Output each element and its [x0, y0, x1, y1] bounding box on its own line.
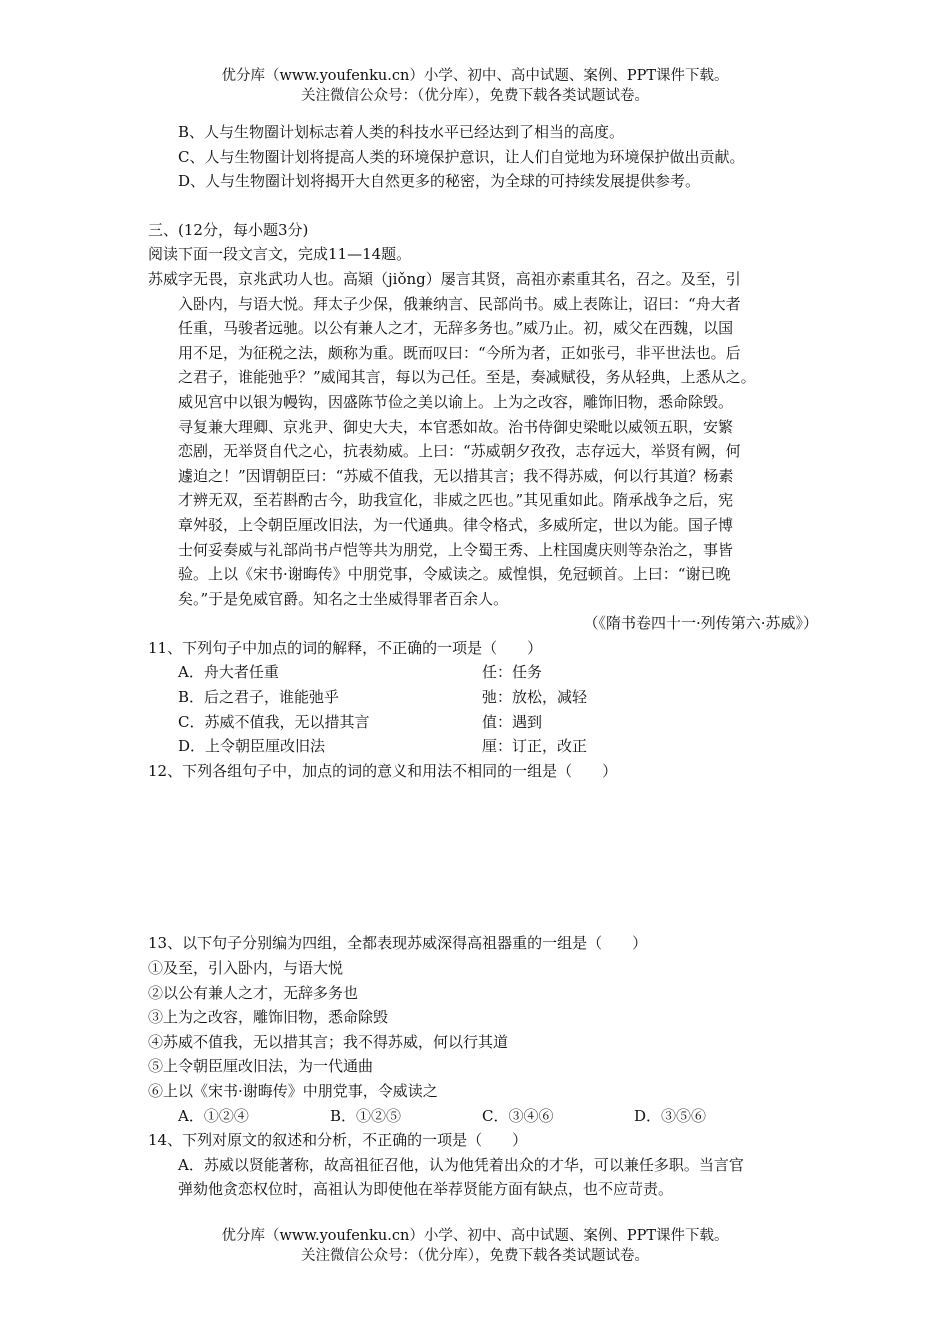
prev-option-d: D、人与生物圈计划将揭开大自然更多的秘密，为全球的可持续发展提供参考。	[178, 172, 701, 191]
question-14-stem: 14、下列对原文的叙述和分析，不正确的一项是（ ）	[148, 1131, 528, 1150]
option-explain: 值：遇到	[482, 712, 543, 731]
option-text: D．上令朝臣厘改旧法	[178, 737, 326, 756]
passage-line: 之君子，谁能弛乎？”威闻其言，每以为己任。至是，奏减赋役，务从轻典，上悉从之。	[178, 368, 756, 387]
choice-b: B．①②⑤	[330, 1106, 402, 1125]
page-content	[148, 120, 828, 1202]
passage-line: 寻复兼大理卿、京兆尹、御史大夫，本官悉如故。治书侍御史梁毗以威领五职，安繁	[178, 417, 734, 436]
question-11-option-d	[148, 734, 828, 759]
passage-source: （《隋书卷四十一·列传第六·苏威》）	[583, 614, 818, 633]
choice-c: C．③④⑥	[482, 1106, 554, 1125]
choice-a: A．①②④	[178, 1106, 249, 1125]
passage-line: 用不足，为征税之法，颇称为重。既而叹曰：“今所为者，正如张弓，非平世法也。后	[178, 343, 741, 362]
question-11-option-b	[148, 685, 828, 710]
passage	[148, 267, 828, 636]
passage-line: 任重，马骏者远驰。以公有兼人之才，无辞多务也。”威乃止。初，威父在西魏，以国	[178, 319, 734, 338]
question-13-item: ③上为之改容，雕饰旧物，悉命除毁	[148, 1008, 389, 1027]
passage-line: 入卧内，与语大悦。拜太子少保，俄兼纳言、民部尚书。威上表陈让，诏曰：“舟大者	[178, 294, 741, 313]
question-13-item: ⑥上以《宋书·谢晦传》中朋党事，令威读之	[148, 1082, 438, 1100]
passage-line: 苏威字无畏，京兆武功人也。高熲（jiǒng）屡言其贤，高祖亦素重其名，召之。及至，引	[148, 269, 741, 288]
question-11-option-c	[148, 710, 828, 735]
page-footer	[0, 1226, 950, 1266]
choice-d: D．③⑤⑥	[634, 1106, 707, 1125]
passage-line: 士何妥奏威与礼部尚书卢恺等共为朋党，上令蜀王秀、上柱国虞庆则等杂治之，事皆	[178, 540, 734, 559]
passage-line: 恋剧，无举贤自代之心，抗表劾威。上曰：“苏威朝夕孜孜，志存远大，举贤有阙，何	[178, 442, 741, 461]
section-title: 三、(12分，每小题3分)	[148, 220, 309, 239]
question-13-stem: 13、以下句子分别编为四组，全都表现苏威深得高祖器重的一组是（ ）	[148, 934, 648, 953]
passage-line: 章舛驳，上令朝臣厘改旧法，为一代通典。律令格式，多威所定，世以为能。国子博	[178, 515, 734, 534]
passage-line: 才辨无双，至若斟酌古今，助我宣化，非威之匹也。”其见重如此。隋承战争之后，宪	[178, 491, 734, 510]
page-header	[0, 66, 950, 106]
question-13-item: ⑤上令朝臣厘改旧法，为一代通曲	[148, 1057, 374, 1076]
question-13-item: ④苏威不值我，无以措其言；我不得苏威，何以行其道	[148, 1032, 509, 1051]
question-11-stem: 11、下列句子中加点的词的解释，不正确的一项是（ ）	[148, 638, 543, 657]
option-explain: 弛：放松，减轻	[482, 688, 588, 707]
option-text: C．苏威不值我，无以措其言	[178, 712, 370, 731]
footer-line-2: 关注微信公众号：（优分库），免费下载各类试题试卷。	[301, 1248, 649, 1264]
blank-space	[148, 783, 828, 931]
question-14-option-a: A．苏威以贤能著称，故高祖征召他，认为他凭着出众的才华，可以兼任多职。当言官	[178, 1155, 744, 1174]
question-13-choices	[148, 1104, 828, 1129]
header-line-1: 优分库（www.youfenku.cn）小学、初中、高中试题、案例、PPT课件下载。	[221, 68, 729, 84]
option-text: A．舟大者任重	[178, 663, 279, 682]
passage-line: 矣。”于是免威官爵。知名之士坐威得罪者百余人。	[178, 589, 509, 608]
header-line-2: 关注微信公众号：（优分库），免费下载各类试题试卷。	[301, 88, 649, 104]
question-13-item: ②以公有兼人之才，无辞多务也	[148, 983, 359, 1002]
prev-option-c: C、人与生物圈计划将提高人类的环境保护意识，让人们自觉地为环境保护做出贡献。	[178, 147, 745, 166]
section-instruction: 阅读下面一段文言文，完成11—14题。	[148, 245, 412, 264]
question-14-option-a-cont: 弹劾他贪恋权位时，高祖认为即使他在举荐贤能方面有缺点，也不应苛责。	[178, 1180, 674, 1199]
question-12-stem: 12、下列各组句子中，加点的词的意义和用法不相同的一组是（ ）	[148, 761, 618, 780]
prev-option-b: B、人与生物圈计划标志着人类的科技水平已经达到了相当的高度。	[178, 123, 625, 141]
passage-line: 验。上以《宋书·谢晦传》中朋党事，令威读之。威惶惧，免冠顿首。上曰：“谢已晚	[178, 565, 731, 584]
passage-line: 威见宫中以银为幔钩，因盛陈节俭之美以谕上。上为之改容，雕饰旧物，悉命除毁。	[178, 392, 734, 411]
option-explain: 任：任务	[482, 663, 543, 682]
option-text: B．后之君子，谁能弛乎	[178, 688, 340, 707]
passage-line: 遽迫之！”因谓朝臣曰：“苏威不值我，无以措其言；我不得苏威，何以行其道？杨素	[178, 466, 734, 485]
question-11-option-a	[148, 660, 828, 685]
footer-line-1: 优分库（www.youfenku.cn）小学、初中、高中试题、案例、PPT课件下载。	[221, 1228, 729, 1244]
option-explain: 厘：订正，改正	[482, 737, 588, 756]
question-13-item: ①及至，引入卧内，与语大悦	[148, 959, 344, 978]
